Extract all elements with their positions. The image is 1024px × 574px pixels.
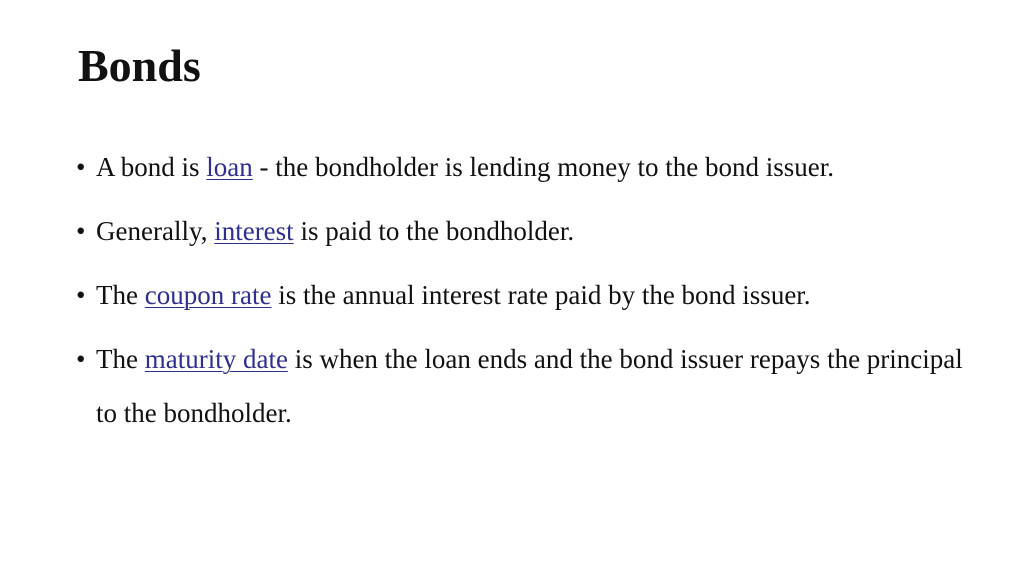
bullet-text-before: A bond is <box>96 152 207 182</box>
bullet-item-maturity-date <box>76 332 976 440</box>
slide-title: Bonds <box>78 40 201 91</box>
loan-link[interactable]: loan <box>206 152 253 182</box>
bullet-icon: • <box>76 280 86 310</box>
maturity-date-link[interactable]: maturity date <box>144 344 288 374</box>
bullet-icon: • <box>76 216 86 246</box>
bullet-text-after: is the annual interest rate paid by the bond issuer. <box>271 280 811 310</box>
bullet-icon: • <box>76 344 86 374</box>
bullet-text-after: - the bondholder is lending money to the bond issuer. <box>252 152 834 182</box>
interest-link[interactable]: interest <box>214 216 294 246</box>
bullet-text-before: The <box>96 280 145 310</box>
bullet-item-coupon-rate <box>76 268 976 322</box>
bullet-item-interest <box>76 204 976 258</box>
bullet-list <box>76 140 976 450</box>
bullet-text-after: is paid to the bondholder. <box>293 216 575 246</box>
bullet-item-loan <box>76 140 976 194</box>
bullet-icon: • <box>76 152 86 182</box>
coupon-rate-link[interactable]: coupon rate <box>144 280 272 310</box>
bullet-text-before: Generally, <box>96 216 215 246</box>
bullet-text-after: is when the loan ends and the bond issuer repays the principal to the bondholder. <box>96 344 963 428</box>
bullet-text-before: The <box>96 344 145 374</box>
